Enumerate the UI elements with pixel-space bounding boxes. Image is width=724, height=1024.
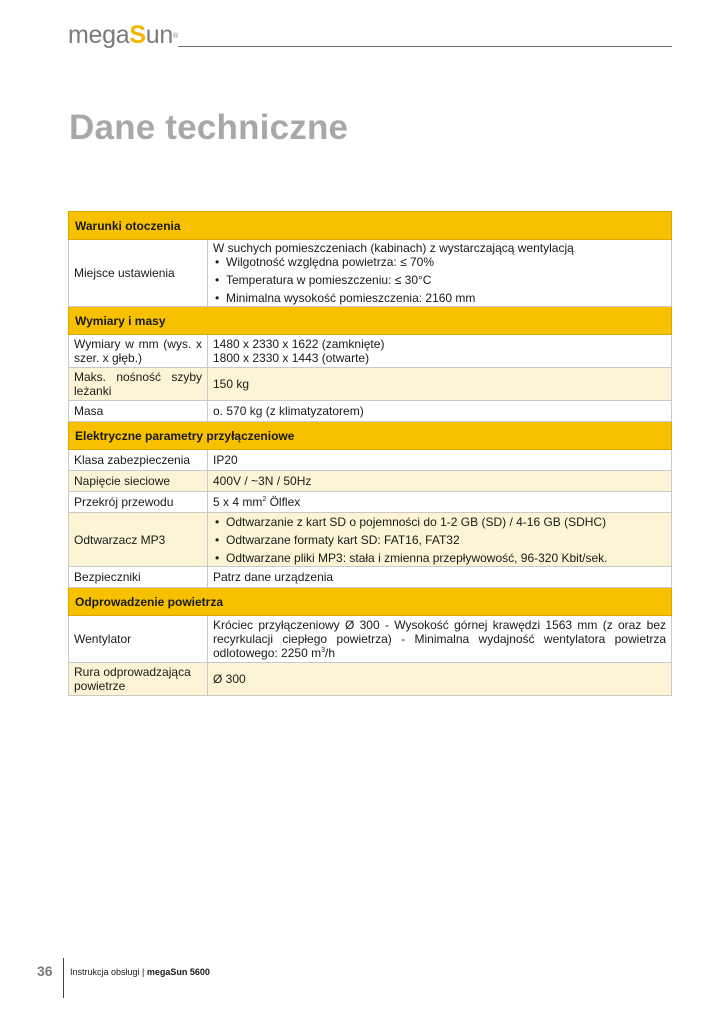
section-header: Elektryczne parametry przyłączeniowe xyxy=(69,422,672,450)
page-number: 36 xyxy=(37,963,53,979)
header-rule xyxy=(178,46,672,47)
row-label: Przekrój przewodu xyxy=(69,492,208,513)
row-value: Patrz dane urządzenia xyxy=(208,567,672,588)
row-value-line: 1480 x 2330 x 1622 (zamknięte) xyxy=(213,337,385,351)
section-row xyxy=(69,422,672,450)
section-row xyxy=(69,307,672,335)
row-value: IP20 xyxy=(208,450,672,471)
row-value xyxy=(208,335,672,368)
list-item: • Minimalna wysokość pomieszczenia: 2160 mm xyxy=(213,291,666,305)
row-value-line: 1800 x 2330 x 1443 (otwarte) xyxy=(213,351,370,365)
section-header: Warunki otoczenia xyxy=(69,212,672,240)
table-row xyxy=(69,492,672,513)
technical-data-table xyxy=(68,211,672,696)
table-row xyxy=(69,471,672,492)
brand-logo: megaSun® xyxy=(68,21,178,49)
section-header: Odprowadzenie powietrza xyxy=(69,588,672,616)
row-label: Wymiary w mm (wys. x szer. x głęb.) xyxy=(69,335,208,368)
table-row xyxy=(69,567,672,588)
table-row xyxy=(69,513,672,567)
table-row xyxy=(69,616,672,663)
table-row xyxy=(69,401,672,422)
footer-divider xyxy=(63,958,64,998)
bullet-list xyxy=(213,255,666,305)
row-value: o. 570 kg (z klimatyzatorem) xyxy=(208,401,672,422)
row-label: Rura odprowadzająca powietrze xyxy=(69,663,208,696)
section-row xyxy=(69,212,672,240)
row-value xyxy=(208,513,672,567)
section-header: Wymiary i masy xyxy=(69,307,672,335)
table-row xyxy=(69,450,672,471)
row-value: Ø 300 xyxy=(208,663,672,696)
list-item: • Temperatura w pomieszczeniu: ≤ 30°C xyxy=(213,273,666,287)
table-row xyxy=(69,335,672,368)
row-value-intro: W suchych pomieszczeniach (kabinach) z wystarczającą wentylacją xyxy=(213,241,574,255)
list-item: • Odtwarzane formaty kart SD: FAT16, FAT32 xyxy=(213,533,666,547)
footer-caption: Instrukcja obsługi | megaSun 5600 xyxy=(70,967,210,977)
row-value: 150 kg xyxy=(208,368,672,401)
row-label: Masa xyxy=(69,401,208,422)
row-label: Bezpieczniki xyxy=(69,567,208,588)
row-label: Klasa zabezpieczenia xyxy=(69,450,208,471)
page-title: Dane techniczne xyxy=(69,108,349,147)
row-value: 5 x 4 $mm^2$ Ölflex xyxy=(208,492,672,513)
bullet-list xyxy=(213,515,666,565)
table-row xyxy=(69,663,672,696)
list-item: • Wilgotność względna powietrza: ≤ 70% xyxy=(213,255,666,269)
list-item: • Odtwarzane pliki MP3: stała i zmienna przepływowość, 96-320 Kbit/sek. xyxy=(213,551,666,565)
row-value: Króciec przyłączeniowy Ø 300 - Wysokość górnej krawędzi 1563 mm (z oraz bez recyrkulacji ciepłego powietrza) - Minimalna wydajność wentylatora powietrza odlotowego: 2250 $m^3/h$ xyxy=(208,616,672,663)
table-row xyxy=(69,240,672,307)
row-label: Wentylator xyxy=(69,616,208,663)
row-label: Maks. nośność szyby leżanki xyxy=(69,368,208,401)
row-value: 400V / ~3N / 50Hz xyxy=(208,471,672,492)
list-item: • Odtwarzanie z kart SD o pojemności do 1-2 GB (SD) / 4-16 GB (SDHC) xyxy=(213,515,666,529)
row-value xyxy=(208,240,672,307)
table-row xyxy=(69,368,672,401)
section-row xyxy=(69,588,672,616)
row-label: Napięcie sieciowe xyxy=(69,471,208,492)
row-label: Miejsce ustawienia xyxy=(69,240,208,307)
row-label: Odtwarzacz MP3 xyxy=(69,513,208,567)
